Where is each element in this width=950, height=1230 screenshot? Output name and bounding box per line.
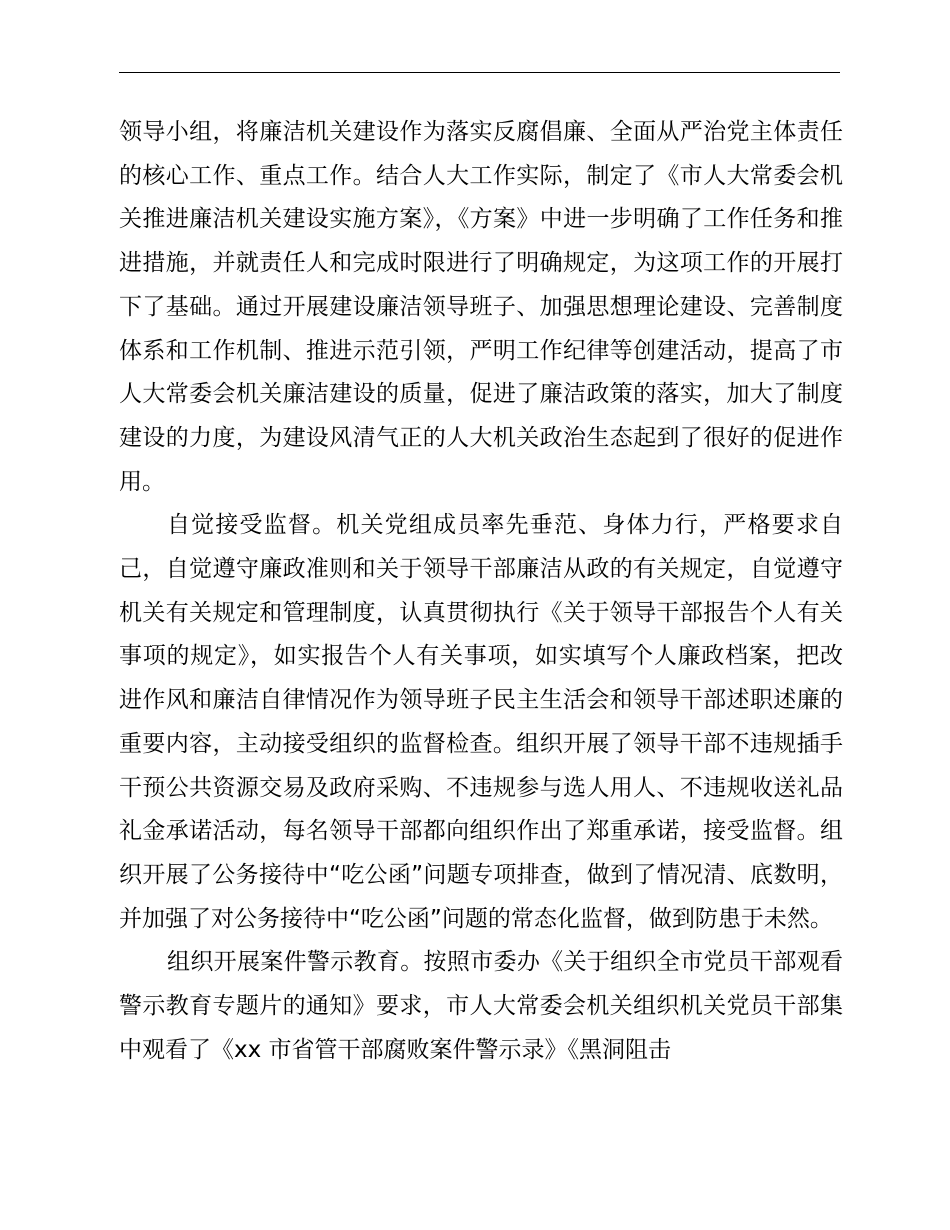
document-body bbox=[119, 111, 843, 1072]
paragraph-1: 领导小组，将廉洁机关建设作为落实反腐倡廉、全面从严治党主体责任的核心工作、重点工作。结合人大工作实际，制定了《市人大常委会机关推进廉洁机关建设实施方案》，《方案》中进一步明确了工作任务和推进措施，并就责任人和完成时限进行了明确规定，为这项工作的开展打下了基础。通过开展建设廉洁领导班子、加强思想理论建设、完善制度体系和工作机制、推进示范引领，严明工作纪律等创建活动，提高了市人大常委会机关廉洁建设的质量，促进了廉洁政策的落实，加大了制度建设的力度，为建设风清气正的人大机关政治生态起到了很好的促进作用。 bbox=[119, 119, 843, 495]
paragraph-3: 组织开展案件警示教育。按照市委办《关于组织全市党员干部观看警示教育专题片的通知》要求，市人大常委会机关组织机关党员干部集中观看了《xx 市省管干部腐败案件警示录》《黑洞阻击 bbox=[119, 949, 843, 1063]
header-rule bbox=[119, 72, 840, 73]
paragraph-2: 自觉接受监督。机关党组成员率先垂范、身体力行，严格要求自己，自觉遵守廉政准则和关于领导干部廉洁从政的有关规定，自觉遵守机关有关规定和管理制度，认真贯彻执行《关于领导干部报告个人有关事项的规定》，如实报告个人有关事项，如实填写个人廉政档案，把改进作风和廉洁自律情况作为领导班子民主生活会和领导干部述职述廉的重要内容，主动接受组织的监督检查。组织开展了领导干部不违规插手干预公共资源交易及政府采购、不违规参与选人用人、不违规收送礼品礼金承诺活动，每名领导干部都向组织作出了郑重承诺，接受监督。组织开展了公务接待中“吃公函”问题专项排查，做到了情况清、底数明，并加强了对公务接待中“吃公函”问题的常态化监督，做到防患于未然。 bbox=[119, 512, 843, 932]
